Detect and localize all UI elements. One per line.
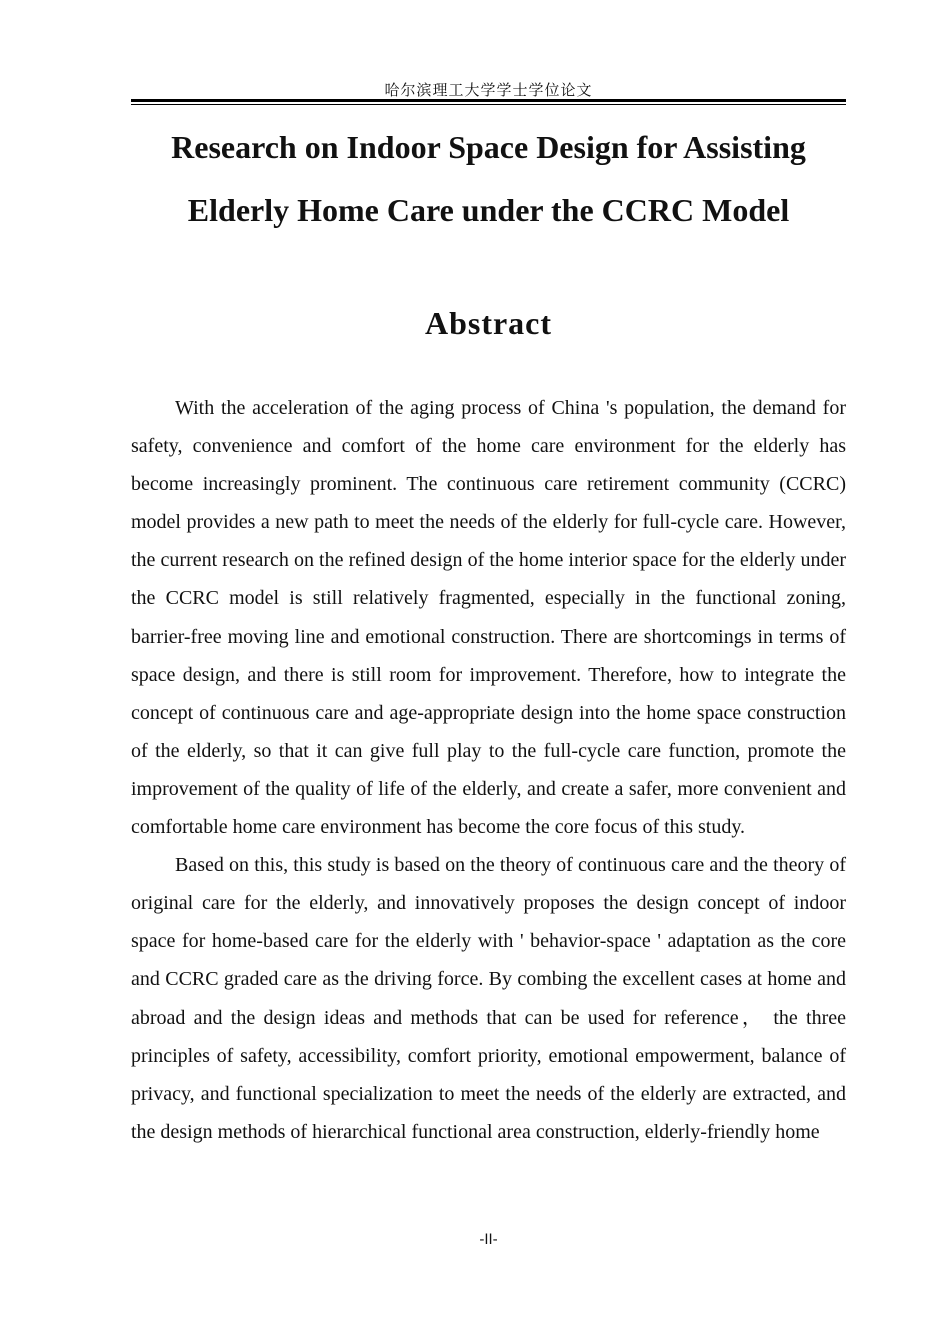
page-number: -II- bbox=[479, 1232, 498, 1248]
abstract-body bbox=[131, 389, 846, 1151]
header-rule-thick bbox=[131, 99, 846, 102]
thesis-title-line-1: Research on Indoor Space Design for Assisting bbox=[171, 129, 806, 165]
running-header: 哈尔滨理工大学学士学位论文 bbox=[384, 81, 593, 99]
abstract-paragraph-2: Based on this, this study is based on the theory of continuous care and the theory of original care for the elderly, and innovatively proposes the design concept of indoor space for home-based care for the elderly with ' behavior-space ' adaptation as the core and CCRC graded care as the driving force. By combing the excellent cases at home and abroad and the design ideas and methods that can be used for reference， the three principles of safety, accessibility, comfort priority, emotional empowerment, balance of privacy, and functional specialization to meet the needs of the elderly are extracted, and the design methods of hierarchical functional area construction, elderly-friendly home bbox=[131, 854, 846, 1143]
abstract-paragraph-1: With the acceleration of the aging process of China 's population, the demand for safety, convenience and comfort of the home care environment for the elderly has become increasingly prominent. The continuous care retirement community (CCRC) model provides a new path to meet the needs of the elderly for full-cycle care. However, the current research on the refined design of the home interior space for the elderly under the CCRC model is still relatively fragmented, especially in the functional zoning, barrier-free moving line and emotional construction. There are shortcomings in terms of space design, and there is still room for improvement. Therefore, how to integrate the concept of continuous care and age-appropriate design into the home space construction of the elderly, so that it can give full play to the full-cycle care function, promote the improvement of the quality of life of the elderly, and create a safer, more convenient and comfortable home care environment has become the core focus of this study. bbox=[131, 397, 846, 839]
thesis-title-line-2: Elderly Home Care under the CCRC Model bbox=[187, 192, 790, 228]
header-rule-thin bbox=[131, 104, 846, 105]
abstract-heading: Abstract bbox=[424, 305, 553, 341]
thesis-title bbox=[131, 128, 846, 230]
